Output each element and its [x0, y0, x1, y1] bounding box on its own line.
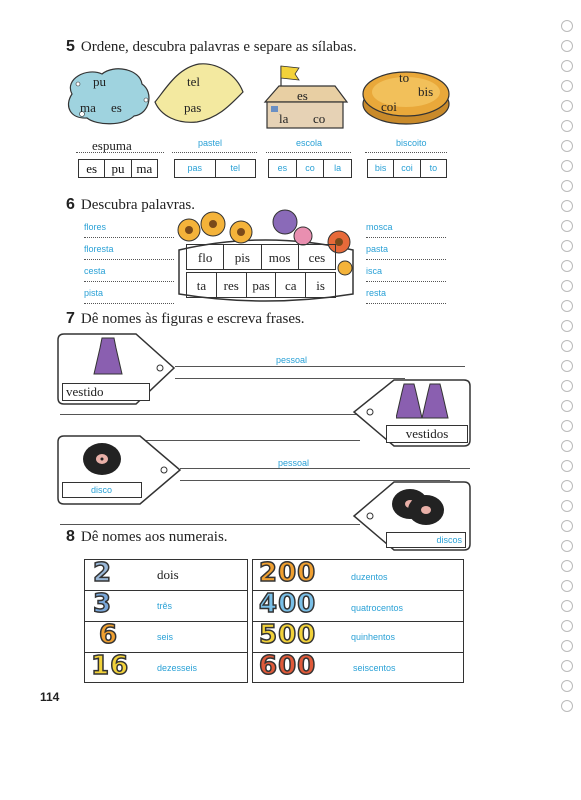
ex8-title-row	[66, 528, 228, 546]
ex5-bubble-11: coi	[381, 99, 397, 114]
tag-label-1: vestido	[62, 383, 150, 401]
syllable: la	[334, 163, 342, 173]
ex7-title: Dê nomes às figuras e escreva frases.	[80, 311, 305, 327]
ex7-sentence-line-3a	[180, 468, 470, 469]
ex5-answer-2: pastel	[198, 138, 223, 148]
ex7-sentence-line-1a	[175, 366, 465, 367]
ex5-bubble-8: co	[313, 111, 326, 126]
table-row	[253, 653, 463, 683]
ex6-right-answer: mosca	[366, 222, 446, 238]
discs-icon	[388, 484, 448, 528]
numeral-name: dezesseis	[157, 663, 198, 673]
numeral-name: quatrocentos	[351, 603, 404, 613]
tag-label-3: disco	[62, 482, 142, 498]
numeral: 2	[93, 558, 113, 588]
table-row	[253, 591, 463, 622]
ex5-syllables-3	[268, 159, 352, 178]
ex5-bubble-2: ma	[80, 100, 96, 115]
ex6-right-answer: resta	[366, 288, 446, 304]
numeral: 3	[93, 589, 113, 619]
numeral: 400	[259, 589, 317, 619]
ex5-answer-line-2	[172, 138, 257, 153]
ex7-sentence-1: pessoal	[276, 355, 308, 365]
syllable: co	[297, 160, 325, 177]
table-row	[85, 560, 247, 591]
numeral: 6	[99, 620, 119, 650]
syllable: tel	[230, 163, 240, 173]
ex6-title: Descubra palavras.	[80, 197, 196, 213]
grid-cell: ca	[276, 272, 306, 298]
ex7-sentence-line-4a	[60, 524, 360, 525]
ex6-syllable-grid	[186, 244, 336, 300]
ex5-bubble-9: to	[399, 70, 410, 85]
ex6-right-list	[366, 222, 446, 304]
dresses-icon	[396, 382, 450, 422]
dress-icon	[92, 336, 124, 378]
ex8-number: 8	[66, 528, 75, 545]
tag-label-4: discos	[386, 532, 466, 548]
ex5-answer-4: biscoito	[396, 138, 427, 148]
page-number: 114	[40, 690, 60, 704]
numeral-name: quinhentos	[351, 632, 396, 642]
table-row	[85, 653, 247, 683]
ex5-syllables-4	[367, 159, 447, 178]
ex6-left-list	[84, 222, 174, 304]
table-row	[253, 622, 463, 653]
ex6-right-answer: pasta	[366, 244, 446, 260]
ex6-left-answer: cesta	[84, 266, 174, 282]
ex5-title-row	[66, 38, 357, 56]
ex5-answer-3: escola	[296, 138, 323, 148]
syllable: coi	[394, 160, 420, 177]
numeral: 600	[259, 651, 317, 681]
grid-cell: ta	[186, 272, 217, 298]
grid-cell: res	[217, 272, 247, 298]
numeral-name: três	[157, 601, 173, 611]
ex7-sentence-2: pessoal	[278, 458, 310, 468]
ex5-bubble-1: pu	[93, 74, 106, 89]
ex8-left-table	[84, 559, 248, 683]
ex5-bubble-5: pas	[184, 100, 202, 115]
numeral-name: duzentos	[351, 572, 388, 582]
grid-cell: is	[306, 272, 336, 298]
spiral-binding	[551, 0, 581, 720]
numeral: 500	[259, 620, 317, 650]
numeral-name: seis	[157, 632, 174, 642]
pastel-illustration	[147, 60, 247, 126]
ex5-answer-line-3	[266, 138, 351, 153]
ex5-syllables-1	[78, 159, 158, 178]
ex5-answer-line-4	[365, 138, 447, 153]
syllable: bis	[368, 160, 394, 177]
ex6-left-answer: flores	[84, 222, 174, 238]
ex5-number: 5	[66, 38, 75, 55]
ex8-right-table	[252, 559, 464, 683]
grid-cell: ces	[299, 244, 336, 270]
ex5-answer-line-1	[76, 138, 164, 153]
table-row	[253, 560, 463, 591]
ex6-number: 6	[66, 196, 75, 213]
ex6-left-answer: pista	[84, 288, 174, 304]
ex5-syllables-2	[174, 159, 256, 178]
tag-label-2: vestidos	[386, 425, 468, 443]
numeral-name: dois	[157, 567, 179, 582]
numeral: 16	[91, 651, 130, 681]
ex8-title: Dê nomes aos numerais.	[80, 529, 228, 545]
syllable: to	[429, 163, 438, 173]
disc-icon	[80, 440, 124, 478]
ex6-right-answer: isca	[366, 266, 446, 282]
ex5-title: Ordene, descubra palavras e separe as sílabas.	[80, 39, 357, 55]
ex7-title-row	[66, 310, 305, 328]
grid-cell: mos	[262, 244, 299, 270]
ex7-sentence-line-1c	[60, 414, 360, 415]
ex5-bubble-4: tel	[187, 74, 200, 89]
ex5-bubble-6: es	[297, 88, 308, 103]
table-row	[85, 591, 247, 622]
table-row	[85, 622, 247, 653]
syllable: pu	[105, 160, 131, 177]
numeral-name: seiscentos	[353, 663, 396, 673]
grid-cell: flo	[186, 244, 224, 270]
numeral: 200	[259, 558, 317, 588]
grid-cell: pis	[224, 244, 261, 270]
syllable: es	[79, 160, 105, 177]
syllable: es	[269, 160, 297, 177]
ex5-answer-1: espuma	[92, 138, 132, 153]
ex5-bubble-3: es	[111, 100, 122, 115]
ex5-bubble-10: bis	[418, 84, 434, 99]
grid-cell: pas	[247, 272, 277, 298]
ex7-number: 7	[66, 310, 75, 327]
syllable: pas	[175, 160, 216, 177]
foam-illustration	[62, 64, 154, 126]
ex5-bubble-7: la	[279, 111, 289, 126]
syllable: ma	[136, 161, 153, 176]
ex6-left-answer: floresta	[84, 244, 174, 260]
